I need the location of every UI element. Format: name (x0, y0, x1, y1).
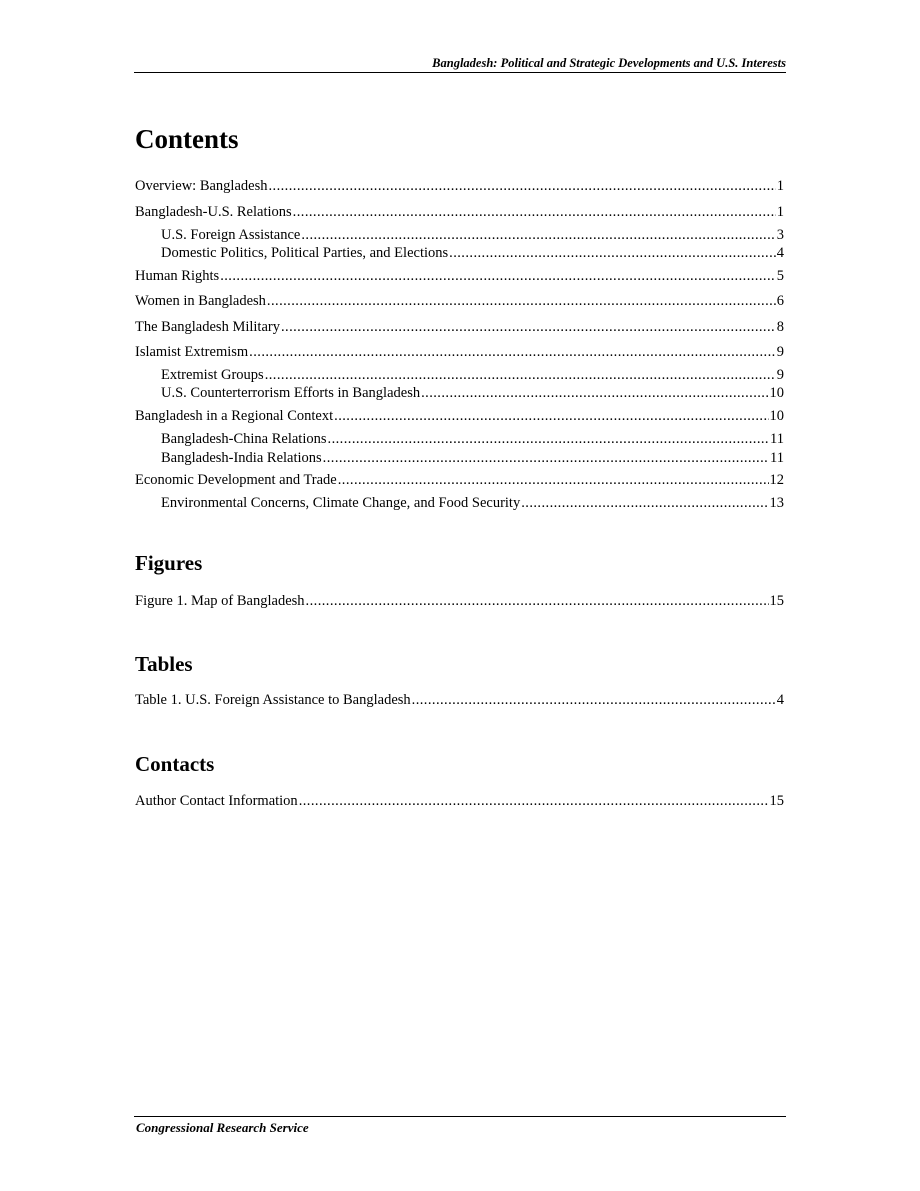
toc-entry-title: Economic Development and Trade (135, 472, 337, 488)
toc-entry-page: 5 (776, 268, 784, 284)
dot-leader (338, 471, 769, 489)
toc-entry-page: 13 (769, 495, 784, 511)
toc-entry-title: Women in Bangladesh (135, 293, 266, 309)
toc-entry-title: Bangladesh-U.S. Relations (135, 204, 292, 220)
dot-leader (281, 318, 776, 336)
toc-entry-page: 1 (776, 204, 784, 220)
toc-entry-title: Table 1. U.S. Foreign Assistance to Bangladesh (135, 692, 411, 708)
dot-leader (265, 366, 776, 384)
toc-entry-page: 3 (776, 227, 784, 243)
dot-leader (334, 407, 768, 425)
toc-entry-title: Bangladesh in a Regional Context (135, 408, 334, 424)
tables-heading: Tables (135, 652, 193, 676)
toc-entry-page: 10 (769, 408, 784, 424)
toc-entry-title: U.S. Foreign Assistance (161, 227, 301, 243)
dot-leader (220, 267, 776, 285)
toc-entry-page: 9 (776, 344, 784, 360)
figures-heading: Figures (135, 551, 203, 575)
toc-entry-title: Overview: Bangladesh (135, 178, 268, 194)
toc-entry-title: Domestic Politics, Political Parties, and Elections (161, 245, 449, 261)
toc-entry-environmental-concerns[interactable] (161, 494, 784, 512)
toc-entry-counterterrorism[interactable] (161, 384, 784, 402)
toc-entry-page: 11 (770, 450, 784, 466)
toc-entry-page: 11 (770, 431, 784, 447)
toc-entry-regional-context[interactable] (135, 407, 784, 425)
toc-entry-table-1[interactable] (135, 691, 784, 709)
dot-leader (268, 177, 775, 195)
contents-heading: Contents (135, 124, 239, 154)
footer-divider (134, 1116, 786, 1117)
toc-entry-title: Bangladesh-India Relations (161, 450, 322, 466)
dot-leader (449, 244, 776, 262)
dot-leader (323, 449, 769, 467)
toc-entry-economic-development[interactable] (135, 471, 784, 489)
header-divider (134, 72, 786, 73)
toc-entry-title: Figure 1. Map of Bangladesh (135, 593, 305, 609)
toc-entry-islamist-extremism[interactable] (135, 343, 784, 361)
toc-entry-domestic-politics[interactable] (161, 244, 784, 262)
toc-entry-title: Extremist Groups (161, 367, 264, 383)
dot-leader (301, 226, 775, 244)
toc-entry-military[interactable] (135, 318, 784, 336)
toc-entry-page: 12 (769, 472, 784, 488)
toc-entry-page: 15 (769, 593, 784, 609)
toc-entry-title: U.S. Counterterrorism Efforts in Bangladesh (161, 385, 421, 401)
toc-entry-page: 1 (776, 178, 784, 194)
toc-entry-title: Environmental Concerns, Climate Change, and Food Security (161, 495, 521, 511)
toc-entry-page: 6 (776, 293, 784, 309)
toc-entry-page: 9 (776, 367, 784, 383)
dot-leader (521, 494, 768, 512)
toc-entry-page: 4 (776, 692, 784, 708)
toc-entry-women[interactable] (135, 292, 784, 310)
running-footer: Congressional Research Service (136, 1120, 309, 1135)
dot-leader (306, 592, 769, 610)
toc-entry-title: Islamist Extremism (135, 344, 249, 360)
contacts-heading: Contacts (135, 752, 215, 776)
toc-entry-page: 8 (776, 319, 784, 335)
dot-leader (299, 792, 769, 810)
dot-leader (421, 384, 768, 402)
dot-leader (328, 430, 770, 448)
toc-entry-author-contact[interactable] (135, 792, 784, 810)
toc-entry-bangladesh-us-relations[interactable] (135, 203, 784, 221)
toc-entry-china-relations[interactable] (161, 430, 784, 448)
running-header: Bangladesh: Political and Strategic Developments and U.S. Interests (432, 56, 786, 70)
toc-entry-title: The Bangladesh Military (135, 319, 280, 335)
toc-entry-human-rights[interactable] (135, 267, 784, 285)
toc-entry-title: Human Rights (135, 268, 220, 284)
toc-entry-extremist-groups[interactable] (161, 366, 784, 384)
toc-entry-figure-1[interactable] (135, 592, 784, 610)
toc-entry-page: 4 (776, 245, 784, 261)
toc-entry-page: 10 (769, 385, 784, 401)
dot-leader (412, 691, 776, 709)
dot-leader (249, 343, 776, 361)
toc-entry-page: 15 (769, 793, 784, 809)
toc-entry-title: Bangladesh-China Relations (161, 431, 327, 447)
toc-entry-overview[interactable] (135, 177, 784, 195)
dot-leader (293, 203, 776, 221)
toc-entry-title: Author Contact Information (135, 793, 298, 809)
toc-entry-us-foreign-assistance[interactable] (161, 226, 784, 244)
toc-entry-india-relations[interactable] (161, 449, 784, 467)
dot-leader (267, 292, 776, 310)
